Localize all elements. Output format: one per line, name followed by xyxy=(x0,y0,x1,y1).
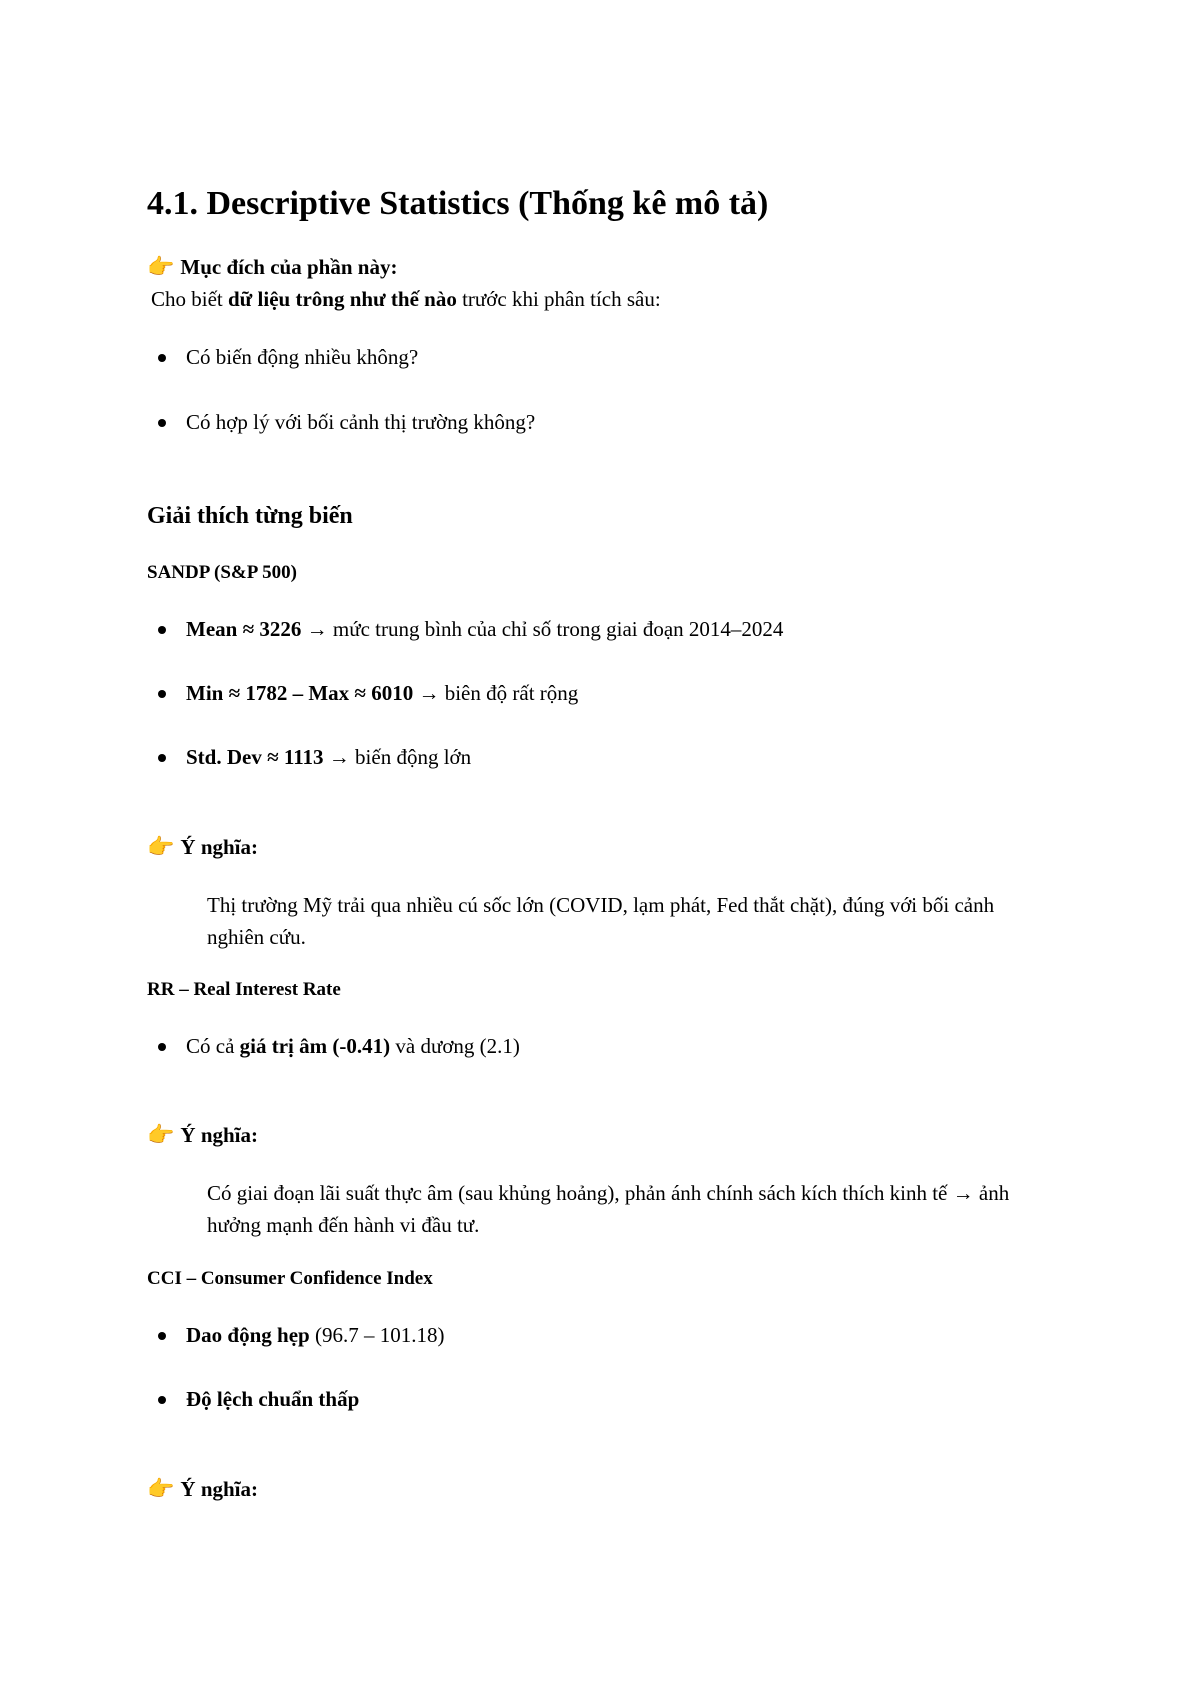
rr-heading: RR – Real Interest Rate xyxy=(147,979,341,1000)
cci-bullet-2 xyxy=(186,1385,359,1413)
sandp-meaning-text: Thị trường Mỹ trải qua nhiều cú sốc lớn (COVID, lạm phát, Fed thắt chặt), đúng với bối cảnh nghiên cứu. xyxy=(207,893,995,949)
rr-b1-bold: giá trị âm (-0.41) xyxy=(239,1034,391,1058)
sandp-meaning-label: Ý nghĩa: xyxy=(180,835,259,859)
pointing-hand-icon: 👉 xyxy=(147,1122,175,1147)
rr-b1-pre: Có cả xyxy=(186,1034,240,1058)
rr-meaning-heading xyxy=(147,1121,258,1149)
cci-meaning-heading xyxy=(147,1475,258,1503)
intro-pre: Cho biết xyxy=(151,287,228,311)
cci-b1-rest: (96.7 – 101.18) xyxy=(309,1323,445,1347)
rr-meaning-label: Ý nghĩa: xyxy=(180,1123,259,1147)
mean-rest: → mức trung bình của chỉ số trong giai đoạn 2014–2024 xyxy=(301,617,784,641)
purpose-bullet-1: Có biến động nhiều không? xyxy=(186,345,419,369)
intro-post: trước khi phân tích sâu: xyxy=(456,287,661,311)
cci-b1-bold: Dao động hẹp xyxy=(186,1323,310,1347)
purpose-bullet-2: Có hợp lý với bối cảnh thị trường không? xyxy=(186,410,536,434)
purpose-intro xyxy=(151,285,661,313)
std-rest: → biến động lớn xyxy=(323,745,472,769)
pointing-hand-icon: 👉 xyxy=(147,254,175,279)
range-rest: → biên độ rất rộng xyxy=(413,681,579,705)
pointing-hand-icon: 👉 xyxy=(147,1476,175,1501)
sandp-bullet-mean xyxy=(186,615,783,643)
pointing-hand-icon: 👉 xyxy=(147,834,175,859)
sandp-bullet-range xyxy=(186,679,578,707)
cci-heading: CCI – Consumer Confidence Index xyxy=(147,1268,433,1289)
cci-b2-bold: Độ lệch chuẩn thấp xyxy=(186,1387,360,1411)
page-title: 4.1. Descriptive Statistics (Thống kê mô tả) xyxy=(147,185,769,222)
std-bold: Std. Dev ≈ 1113 xyxy=(186,745,324,769)
range-bold: Min ≈ 1782 – Max ≈ 6010 xyxy=(186,681,414,705)
rr-b1-post: và dương (2.1) xyxy=(390,1034,520,1058)
purpose-heading-text: Mục đích của phần này: xyxy=(180,255,398,279)
cci-bullet-1 xyxy=(186,1321,444,1349)
purpose-heading xyxy=(147,253,397,281)
sandp-meaning-heading xyxy=(147,833,258,861)
intro-bold: dữ liệu trông như thế nào xyxy=(228,287,457,311)
explain-heading: Giải thích từng biến xyxy=(147,503,353,529)
sandp-heading: SANDP (S&P 500) xyxy=(147,562,297,583)
mean-bold: Mean ≈ 3226 xyxy=(186,617,302,641)
cci-meaning-label: Ý nghĩa: xyxy=(180,1477,259,1501)
rr-meaning-text: Có giai đoạn lãi suất thực âm (sau khủng hoảng), phản ánh chính sách kích thích kinh tế → ảnh hưởng mạnh đến hành vi đầu tư. xyxy=(207,1181,1010,1237)
rr-bullet-1 xyxy=(186,1032,520,1060)
sandp-bullet-std xyxy=(186,743,471,771)
